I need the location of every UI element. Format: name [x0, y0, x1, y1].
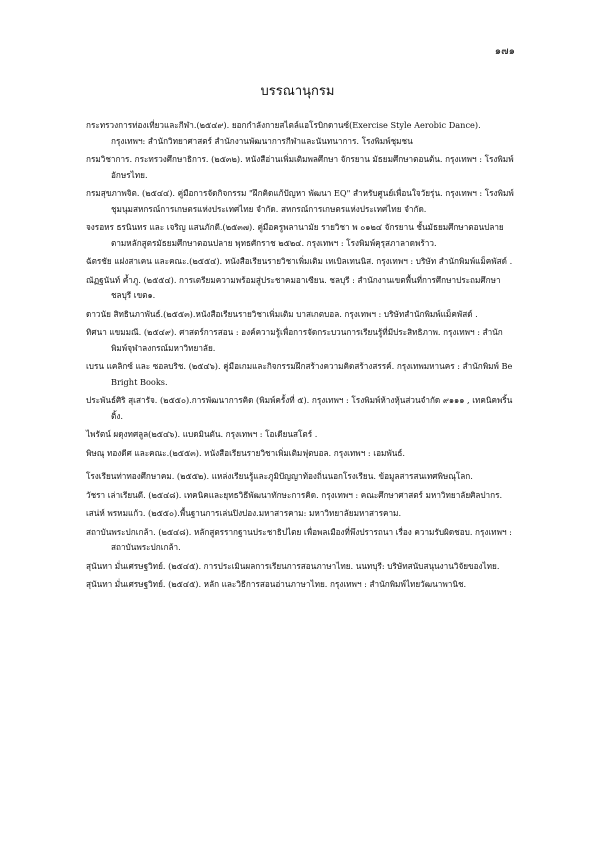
bibliography-entry: ทิศนา แขมมณี. (๒๕๔๙). ศาสตร์การสอน : องค์ความรู้เพื่อการจัดกระบวนการเรียนรู้ที่มีประสิทธิภาพ. กรุงเทพฯ : สำนักพิมพ์จุฬาลงกรณ์มหาวิทยาลัย.	[86, 327, 503, 353]
bibliography-entry: สุนันทา มั่นเศรษฐวิทย์. (๒๕๔๕). การประเมินผลการเรียนการสอนภาษาไทย. นนทบุรี: บริษัทสนับสนุนงานวิจัยของไทย.	[86, 560, 500, 571]
bibliography-entry: ไพรัตน์ ผดุงทศลูล(๒๕๔๖). แบดมินตัน. กรุงเทพฯ : โอเดียนสโตร์ .	[86, 429, 318, 439]
bibliography-entry: ฉัตรชัย แฝงสาเคน และคณะ.(๒๕๕๔). หนังสือเรียนรายวิชาเพิ่มเติม เทเบิลเทนนิส. กรุงเทพฯ : บริษัท สำนักพิมพ์แม็คพัสด์ .	[86, 256, 513, 266]
bibliography-entry: กรมสุขภาพจิต. (๒๕๔๔). คู่มือการจัดกิจกรรม "ฝึกคิดแก้ปัญหา พัฒนา EQ" สำหรับศูนย์เพื่อนใจวัยรุ่น. กรุงเทพฯ : โรงพิมพ์ชุมนุมสหกรณ์การเกษตรแห่งประเทศไทย จำกัด. สหกรณ์การเกษตรแห่งประเทศไทย จำกัด.	[86, 188, 514, 214]
bibliography-entry: ดาวนัย สิทธินภาพันธ์.(๒๕๕๓).หนังสือเรียนรายวิชาเพิ่มเติม บาสเกตบอล. กรุงเทพฯ : บริษัทสำนักพิมพ์แม็คพัสด์ .	[86, 308, 478, 319]
bibliography-entry: สุนันทา มั่นเศรษฐวิทย์. (๒๕๔๕). หลัก และวิธีการสอนอ่านภาษาไทย. กรุงเทพฯ : สำนักพิมพ์ไทยวัฒนาพานิช.	[86, 579, 467, 589]
bibliography-entry: พิษณุ ทองดีศ และคณะ.(๒๕๕๓). หนังสือเรียนรายวิชาเพิ่มเติมฟุตบอล. กรุงเทพฯ : เอมพันธ์.	[86, 447, 405, 458]
bibliography-entry: เสน่ห์ พรหมแก้ว. (๒๕๕๐).พื้นฐานการเล่นปิงปอง.มหาสารคาม: มหาวิทยาลัยมหาสารคาม.	[86, 508, 402, 518]
page-number: ๑๗๑	[494, 46, 515, 57]
bibliography-entry: ประพันธ์ศิริ สุเสารัจ. (๒๕๕๐).การพัฒนาการคิด (พิมพ์ครั้งที่ ๕). กรุงเทพฯ : โรงพิมพ์ห้างหุ้นส่วนจำกัด ๙๑๑๑ , เทคนิคพริ้นติ้ง.	[86, 395, 513, 421]
bibliography-entry: ณัฏฐนันท์ ค้ำภู. (๒๕๕๔). การเตรียมความพร้อมสู่ประชาคมอาเซียน. ชลบุรี : สำนักงานเขตพื้นที่การศึกษาประถมศึกษา ชลบุรี เขต๑.	[86, 274, 501, 300]
bibliography-entry: กระทรวงการท่องเที่ยวและกีฬา.(๒๕๔๙). ยอกกำลังกายสไตล์แอโรบิกดานซ์(Exercise Style Aerobic Dance). กรุงเทพฯ: สำนักวิทยาศาสตร์ สำนักงานพัฒนาการกีฬาและนันทนาการ. โรงพิมพ์ชุมชน	[86, 120, 481, 146]
bibliography-entry: จงรอหร ธรนินทร และ เจริญ แสนภักดี.(๒๕๓๗). คู่มือครูพลานามัย รายวิชา พ ๐๑๒๔ จักรยาน ชั้นมัธยมศึกษาตอนปลาย ตามหลักสูตรมัธยมศึกษาตอนปลาย พุทธศักราช ๒๕๒๔. กรุงเทพฯ : โรงพิมพ์คุรุสภาลาดพร้าว.	[86, 222, 504, 248]
bibliography-entry: สถาบันพระปกเกล้า. (๒๕๔๘). หลักสูตรรากฐานประชาธิปไตย เพื่อพลเมืองที่พึงปรารถนา เรื่อง ความรับผิดชอบ. กรุงเทพฯ : สถาบันพระปกเกล้า.	[86, 526, 512, 552]
page-title: บรรณานุกรม	[260, 84, 335, 99]
bibliography-entry: เบรน แคลิกซ์ และ ซอลบริช. (๒๕๔๖). คู่มือเกมและกิจกรรมฝึกสร้างความคิดสร้างสรรค์. กรุงเทพมหานคร : สำนักพิมพ์ Be Bright Books.	[86, 361, 513, 387]
bibliography-entry: กรมวิชาการ. กระทรวงศึกษาธิการ. (๒๕๓๒). หนังสือ่านเพิ่มเติมพลศึกษา จักรยาน มัธยมศึกษาตอนต้น. กรุงเทพฯ : โรงพิมพ์อักษรไทย.	[86, 154, 514, 180]
bibliography-list	[86, 118, 516, 596]
bibliography-entry: โรงเรียนท่าทองศึกษาคม. (๒๕๕๒). แหล่งเรียนรู้และภูมิปัญญาท้องถิ่นนอกโรงเรียน. ข้อมูลสารสนเทศพิษณุโลก.	[86, 471, 473, 481]
bibliography-entry: วัชรา เล่าเรียนดี. (๒๕๔๘). เทคนิคและยุทธวิธีพัฒนาทักษะการคิด. กรุงเทพฯ : คณะศึกษาศาสตร์ มหาวิทยาลัยศิลปากร.	[86, 489, 503, 500]
